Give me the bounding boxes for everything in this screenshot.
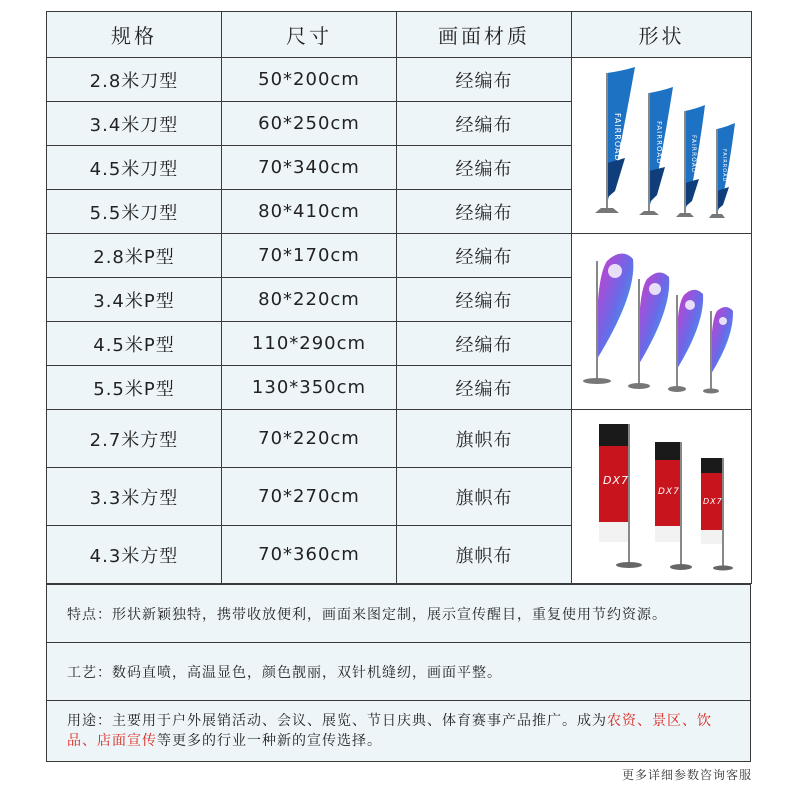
teardrop-flag [668, 290, 703, 392]
table-row [47, 58, 752, 102]
svg-text:DX7: DX7 [702, 497, 723, 506]
size-cell: 80*410cm [222, 190, 397, 234]
spec-cell: 3.3米方型 [47, 468, 222, 526]
spec-cell: 4.3米方型 [47, 526, 222, 584]
teardrop-flag [703, 307, 733, 394]
material-cell: 经编布 [397, 234, 572, 278]
knife-flag [709, 123, 735, 218]
spec-sheet [46, 11, 751, 762]
svg-text:DX7: DX7 [602, 474, 629, 487]
size-cell: 60*250cm [222, 102, 397, 146]
spec-cell: 4.5米刀型 [47, 146, 222, 190]
size-cell: 130*350cm [222, 366, 397, 410]
material-cell: 经编布 [397, 278, 572, 322]
size-cell: 70*220cm [222, 410, 397, 468]
material-cell: 经编布 [397, 190, 572, 234]
header-spec: 规格 [47, 12, 222, 58]
spec-cell: 3.4米刀型 [47, 102, 222, 146]
spec-table [46, 11, 752, 584]
size-cell: 70*340cm [222, 146, 397, 190]
knife-flag [595, 67, 635, 213]
header-material: 画面材质 [397, 12, 572, 58]
craft-note [47, 642, 750, 700]
features-text: 特点：形状新颖独特，携带收放便利，画面来图定制，展示宣传醒目，重复使用节约资源。 [67, 606, 667, 623]
material-cell: 旗帜布 [397, 468, 572, 526]
material-cell: 旗帜布 [397, 526, 572, 584]
size-cell: 70*270cm [222, 468, 397, 526]
teardrop-flag-image [572, 234, 752, 410]
usage-text-part2: 等更多的行业一种新的宣传选择。 [157, 733, 382, 749]
spec-cell: 4.5米P型 [47, 322, 222, 366]
spec-cell: 2.7米方型 [47, 410, 222, 468]
teardrop-flag [628, 272, 669, 389]
material-cell: 经编布 [397, 322, 572, 366]
spec-cell: 2.8米P型 [47, 234, 222, 278]
size-cell: 80*220cm [222, 278, 397, 322]
square-flag [701, 458, 733, 571]
material-cell: 经编布 [397, 366, 572, 410]
header-size: 尺寸 [222, 12, 397, 58]
teardrop-flag [583, 253, 633, 384]
svg-text:FAIRROAD: FAIRROAD [689, 135, 697, 174]
table-row [47, 410, 752, 468]
square-flag [655, 442, 692, 570]
material-cell: 经编布 [397, 102, 572, 146]
usage-text [67, 711, 730, 751]
size-cell: 50*200cm [222, 58, 397, 102]
size-cell: 110*290cm [222, 322, 397, 366]
square-flag [599, 424, 642, 568]
spec-cell: 5.5米P型 [47, 366, 222, 410]
spec-cell: 3.4米P型 [47, 278, 222, 322]
header-shape: 形状 [572, 12, 752, 58]
knife-flag [676, 105, 705, 217]
features-note [47, 584, 750, 642]
svg-text:DX7: DX7 [657, 487, 680, 497]
craft-text: 工艺：数码直喷，高温显色，颜色靓丽，双针机缝纫，画面平整。 [67, 664, 502, 681]
knife-flag [639, 87, 673, 215]
spec-cell: 2.8米刀型 [47, 58, 222, 102]
usage-text-part1: 用途：主要用于户外展销活动、会议、展览、节日庆典、体育赛事产品推广。成为 [67, 713, 607, 729]
svg-text:FAIRROAD: FAIRROAD [612, 113, 622, 162]
square-flag-image [572, 410, 752, 584]
table-header-row [47, 12, 752, 58]
svg-text:FAIRROAD: FAIRROAD [654, 121, 663, 165]
footer-note: 更多详细参数咨询客服 [621, 768, 752, 782]
material-cell: 经编布 [397, 146, 572, 190]
material-cell: 经编布 [397, 58, 572, 102]
size-cell: 70*360cm [222, 526, 397, 584]
info-section [46, 584, 751, 762]
size-cell: 70*170cm [222, 234, 397, 278]
svg-text:FAIRROAD: FAIRROAD [720, 149, 727, 183]
usage-highlight: 农资、景区、饮品、店面宣传 [67, 713, 712, 749]
usage-note [47, 700, 750, 761]
knife-flag-image [572, 58, 752, 234]
table-row [47, 234, 752, 278]
material-cell: 旗帜布 [397, 410, 572, 468]
spec-cell: 5.5米刀型 [47, 190, 222, 234]
